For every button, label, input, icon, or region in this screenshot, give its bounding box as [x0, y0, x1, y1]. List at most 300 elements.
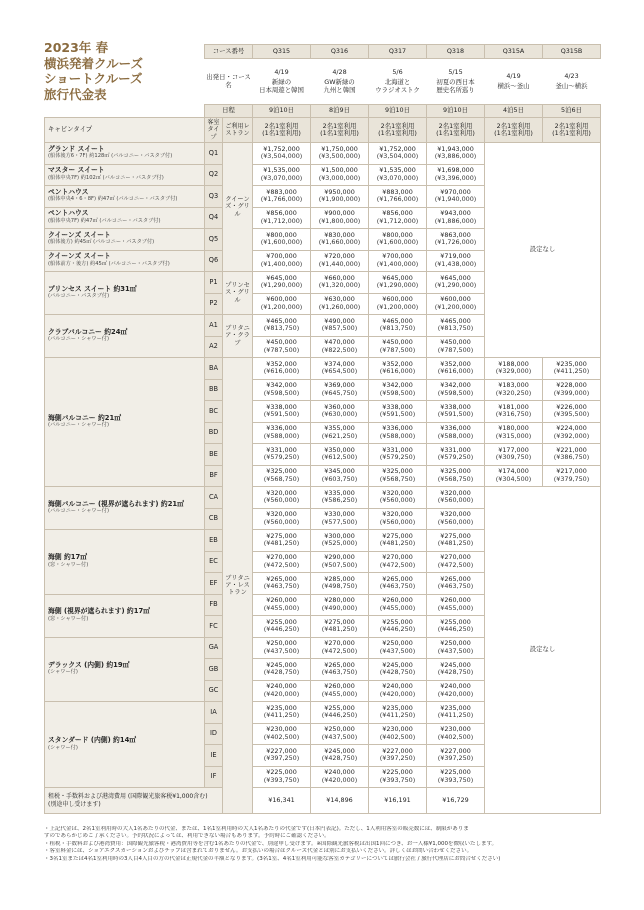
price-cell [311, 336, 369, 358]
price-single: (¥787,500) [263, 345, 300, 354]
price-cell [253, 766, 311, 788]
price-double: ¥325,000 [266, 467, 297, 476]
price-single: (¥560,000) [437, 517, 474, 526]
cell-line: (別途申し受けます) [48, 800, 101, 808]
price-single: (¥1,290,000) [376, 281, 419, 290]
cell-line: 2名1室利用 [380, 121, 415, 130]
price-double: ¥1,535,000 [263, 166, 300, 175]
price-cell [311, 444, 369, 466]
cabin-cell [45, 315, 205, 358]
room-code: EF [205, 573, 223, 595]
price-double: ¥325,000 [382, 467, 413, 476]
price-cell [253, 164, 311, 186]
cell-line: 北海道と [384, 78, 411, 87]
course-title [369, 79, 427, 94]
restaurant-label: ご利用レストラン [223, 118, 253, 143]
price-single: (¥379,750) [553, 474, 590, 483]
price-single: (¥402,500) [263, 732, 300, 741]
price-double: ¥856,000 [266, 209, 297, 218]
depart-label: 出発日・コース名 [206, 73, 251, 89]
price-cell [311, 508, 369, 530]
price-cell [311, 616, 369, 638]
price-cell [311, 723, 369, 745]
cabin-cell [45, 702, 205, 788]
price-double: ¥255,000 [440, 617, 471, 626]
price-double: ¥719,000 [440, 252, 471, 261]
price-double: ¥970,000 [440, 187, 471, 196]
cabin-note: (シャワー付) [48, 744, 78, 751]
price-cell [485, 358, 543, 380]
price-single: (¥1,438,000) [434, 259, 477, 268]
price-cell [253, 315, 311, 337]
price-single: (¥386,750) [553, 453, 590, 462]
header-row-course-name [45, 59, 601, 105]
misc-fee-value: ¥16,729 [427, 788, 485, 814]
room-code: BF [205, 465, 223, 487]
price-single: (¥813,750) [437, 324, 474, 333]
cabin-name: クイーンズ スイート [48, 252, 111, 261]
price-single: (¥437,500) [321, 732, 358, 741]
price-cell [311, 573, 369, 595]
price-single: (¥621,250) [321, 431, 358, 440]
price-single: (¥397,250) [263, 754, 300, 763]
price-cell [253, 401, 311, 423]
price-double: ¥224,000 [556, 424, 587, 433]
price-double: ¥320,000 [382, 510, 413, 519]
price-double: ¥360,000 [324, 402, 355, 411]
occupancy-label [369, 118, 427, 143]
price-single: (¥586,250) [321, 496, 358, 505]
footnote-line: ・3名1室または4名1室利用時の3人目4人目の方の代金は正規代金の半額となります。(3名1室、4名1室利用可能な客室カテゴリーについては旅行会社 / 旅行代理店にお問合せください) [44, 855, 501, 862]
price-cell [253, 250, 311, 272]
price-single: (¥481,250) [263, 539, 300, 548]
course-nights: 8泊9日 [311, 105, 369, 118]
price-cell [427, 594, 485, 616]
price-single: (¥560,000) [437, 496, 474, 505]
course-code: Q317 [369, 45, 427, 59]
price-single: (¥498,750) [321, 582, 358, 591]
price-single: (¥1,766,000) [260, 195, 303, 204]
course-title [543, 83, 601, 90]
price-single: (¥1,320,000) [318, 281, 361, 290]
course-title [253, 79, 311, 94]
price-double: ¥228,000 [556, 381, 587, 390]
price-cell [369, 164, 427, 186]
price-cell [311, 315, 369, 337]
price-double: ¥369,000 [324, 381, 355, 390]
price-double: ¥320,000 [266, 510, 297, 519]
cabin-note: (窓・シャワー付) [48, 615, 89, 622]
price-cell [253, 229, 311, 251]
price-single: (¥1,900,000) [318, 195, 361, 204]
cabin-note: (船体後方6・7F) 約128㎡ (バルコニー・バスタブ付) [48, 153, 173, 160]
price-cell [369, 637, 427, 659]
price-single: (¥395,500) [553, 410, 590, 419]
price-single: (¥463,750) [379, 582, 416, 591]
course-no-label: コース番号 [205, 45, 253, 59]
room-code: Q2 [205, 164, 223, 186]
footnotes [44, 826, 604, 863]
price-cell [427, 358, 485, 380]
price-cell [485, 379, 543, 401]
price-double: ¥250,000 [440, 639, 471, 648]
room-code: GB [205, 659, 223, 681]
price-single: (¥463,750) [263, 582, 300, 591]
price-cell [311, 745, 369, 767]
price-single: (¥568,750) [379, 474, 416, 483]
room-code: A2 [205, 336, 223, 358]
price-double: ¥260,000 [324, 682, 355, 691]
price-double: ¥270,000 [324, 639, 355, 648]
price-cell [485, 422, 543, 444]
price-double: ¥320,000 [440, 510, 471, 519]
misc-fees-label [45, 788, 253, 814]
price-cell [369, 723, 427, 745]
cabin-name: ペントハウス [48, 209, 89, 218]
price-single: (¥579,250) [437, 453, 474, 462]
price-double: ¥245,000 [440, 660, 471, 669]
price-single: (¥857,500) [321, 324, 358, 333]
price-single: (¥455,000) [263, 603, 300, 612]
price-single: (¥1,660,000) [318, 238, 361, 247]
price-cell [427, 766, 485, 788]
price-cell [311, 401, 369, 423]
price-double: ¥320,000 [266, 488, 297, 497]
room-code: IE [205, 745, 223, 767]
course-name [427, 59, 485, 105]
room-code: GA [205, 637, 223, 659]
price-double: ¥221,000 [556, 445, 587, 454]
price-cell [311, 229, 369, 251]
price-single: (¥579,250) [263, 453, 300, 462]
price-single: (¥3,886,000) [434, 152, 477, 161]
price-single: (¥616,000) [437, 367, 474, 376]
room-code: FB [205, 594, 223, 616]
price-cell [253, 680, 311, 702]
cabin-cell [45, 143, 205, 165]
price-double: ¥490,000 [324, 316, 355, 325]
price-cell [253, 422, 311, 444]
price-double: ¥275,000 [440, 531, 471, 540]
price-cell [253, 293, 311, 315]
price-cell [369, 508, 427, 530]
price-double: ¥331,000 [382, 445, 413, 454]
restaurant-cell: ブリタニア・レストラン [223, 358, 253, 814]
price-single: (¥1,440,000) [318, 259, 361, 268]
price-cell [485, 444, 543, 466]
price-single: (¥304,500) [495, 474, 532, 483]
price-single: (¥481,250) [379, 539, 416, 548]
cell-line: 日本周遊と韓国 [259, 85, 304, 94]
price-single: (¥316,750) [495, 410, 532, 419]
cabin-name: クラブバルコニー 約24㎡ [48, 327, 128, 336]
title-line: 旅行代金表 [44, 86, 107, 102]
price-single: (¥392,000) [553, 431, 590, 440]
price-single: (¥455,000) [321, 689, 358, 698]
misc-fee-value: ¥16,341 [253, 788, 311, 814]
price-single: (¥787,500) [379, 345, 416, 354]
price-single: (¥560,000) [263, 517, 300, 526]
course-nights: 9泊10日 [253, 105, 311, 118]
price-double: ¥900,000 [324, 209, 355, 218]
price-cell [253, 186, 311, 208]
price-single: (¥402,500) [379, 732, 416, 741]
price-cell [427, 702, 485, 724]
price-single: (¥1,400,000) [376, 259, 419, 268]
price-single: (¥1,600,000) [260, 238, 303, 247]
footnote-line: ・客室料金には、ショアエクスカーションおよびチップは含まれておりません。お支払いの場合はクルーズ代金とは別にお支払いください。詳しくはお問い合わせください。 [44, 848, 473, 855]
price-single: (¥393,750) [437, 775, 474, 784]
price-cell [543, 379, 601, 401]
occupancy-label [427, 118, 485, 143]
price-double: ¥235,000 [382, 703, 413, 712]
price-single: (¥560,000) [379, 517, 416, 526]
price-double: ¥350,000 [324, 445, 355, 454]
price-cell [369, 680, 427, 702]
title-line: 2023年 春 [44, 40, 109, 55]
price-double: ¥227,000 [440, 746, 471, 755]
price-cell [369, 745, 427, 767]
cabin-cell [45, 229, 205, 251]
price-double: ¥217,000 [556, 467, 587, 476]
price-single: (¥525,000) [321, 539, 358, 548]
price-double: ¥245,000 [382, 660, 413, 669]
fare-table [44, 44, 601, 814]
price-single: (¥588,000) [263, 431, 300, 440]
price-cell [427, 465, 485, 487]
price-single: (¥420,000) [437, 689, 474, 698]
course-name [369, 59, 427, 105]
price-cell [543, 444, 601, 466]
price-cell [253, 207, 311, 229]
price-cell [253, 637, 311, 659]
price-double: ¥260,000 [382, 596, 413, 605]
price-double: ¥336,000 [382, 424, 413, 433]
price-double: ¥950,000 [324, 187, 355, 196]
footnote-line: ・上記代金は、2名1室利用時の大人1名あたりの代金、または、1名1室利用時の大人1名あたりの代金です(日本円表記)。ただし、1人利用客室の販売数には、制限がありま [44, 826, 469, 832]
price-single: (¥393,750) [379, 775, 416, 784]
price-single: (¥411,250) [263, 711, 300, 720]
price-cell [369, 315, 427, 337]
price-cell [253, 723, 311, 745]
price-double: ¥181,000 [498, 402, 529, 411]
price-double: ¥1,500,000 [321, 166, 358, 175]
price-single: (¥472,500) [379, 560, 416, 569]
price-single: (¥481,250) [321, 625, 358, 634]
price-single: (¥3,000,000) [318, 173, 361, 182]
price-single: (¥3,504,000) [376, 152, 419, 161]
occupancy-label [253, 118, 311, 143]
price-single: (¥1,712,000) [376, 216, 419, 225]
price-cell [311, 379, 369, 401]
cell-line: 租税・手数料および港湾費用 (国際観光旅客税¥1,000含む) [48, 793, 208, 801]
price-double: ¥255,000 [266, 617, 297, 626]
price-cell [427, 186, 485, 208]
room-type-label: 客室タイプ [205, 118, 223, 143]
price-single: (¥568,750) [263, 474, 300, 483]
price-cell [427, 422, 485, 444]
price-cell [311, 186, 369, 208]
price-double: ¥465,000 [382, 316, 413, 325]
price-double: ¥1,752,000 [263, 144, 300, 153]
cabin-cell [45, 637, 205, 702]
price-single: (¥3,070,000) [376, 173, 419, 182]
price-cell [369, 422, 427, 444]
price-double: ¥645,000 [382, 273, 413, 282]
room-code: EC [205, 551, 223, 573]
cabin-name: マスター スイート [48, 166, 105, 175]
price-cell [427, 143, 485, 165]
cabin-name: ペントハウス [48, 187, 89, 196]
price-double: ¥342,000 [266, 381, 297, 390]
price-single: (¥1,766,000) [376, 195, 419, 204]
price-single: (¥420,000) [263, 689, 300, 698]
course-name [543, 59, 601, 105]
room-code: BB [205, 379, 223, 401]
cell-line: 2名1室利用 [554, 121, 589, 130]
price-single: (¥455,000) [379, 603, 416, 612]
price-double: ¥260,000 [440, 596, 471, 605]
price-double: ¥300,000 [324, 531, 355, 540]
room-code: GC [205, 680, 223, 702]
price-single: (¥3,396,000) [434, 173, 477, 182]
price-single: (¥472,500) [263, 560, 300, 569]
price-cell [369, 293, 427, 315]
header-row-course-code [45, 45, 601, 59]
price-double: ¥225,000 [382, 768, 413, 777]
price-cell [427, 379, 485, 401]
price-double: ¥275,000 [266, 531, 297, 540]
price-cell [543, 401, 601, 423]
room-code: IA [205, 702, 223, 724]
price-cell [311, 702, 369, 724]
course-nights: 9泊10日 [427, 105, 485, 118]
price-cell [253, 616, 311, 638]
price-cell [369, 186, 427, 208]
price-single: (¥603,750) [321, 474, 358, 483]
cell-line: 横浜～釜山 [497, 82, 530, 90]
not-available-cell: 設定なし [485, 143, 601, 358]
header-row-nights [45, 105, 601, 118]
price-double: ¥342,000 [382, 381, 413, 390]
price-double: ¥352,000 [382, 359, 413, 368]
course-code: Q316 [311, 45, 369, 59]
price-single: (¥1,886,000) [434, 216, 477, 225]
price-cell [253, 573, 311, 595]
price-single: (¥813,750) [263, 324, 300, 333]
cabin-name: デラックス (内側) 約19㎡ [48, 660, 130, 669]
price-single: (¥645,750) [321, 388, 358, 397]
price-double: ¥275,000 [382, 531, 413, 540]
price-double: ¥600,000 [382, 295, 413, 304]
cabin-note: (窓・シャワー付) [48, 561, 89, 568]
price-double: ¥250,000 [382, 639, 413, 648]
price-cell [369, 358, 427, 380]
cell-line: (1名1室利用) [262, 129, 301, 137]
cell-line: 歴史名所巡り [436, 85, 475, 94]
price-cell [311, 250, 369, 272]
price-double: ¥255,000 [324, 703, 355, 712]
cabin-name: 海側 約17㎡ [48, 553, 88, 562]
price-double: ¥230,000 [382, 725, 413, 734]
price-single: (¥446,250) [321, 711, 358, 720]
cabin-name: プリンセス スイート 約31㎡ [48, 284, 137, 293]
cabin-note: (バルコニー・シャワー付) [48, 508, 110, 514]
room-code: Q4 [205, 207, 223, 229]
cabin-note: (バルコニー・シャワー付) [48, 422, 110, 428]
price-cell [369, 551, 427, 573]
price-cell [253, 379, 311, 401]
price-single: (¥411,250) [379, 711, 416, 720]
cabin-name: 海側 (視界が遮られます) 約17㎡ [48, 607, 150, 616]
price-double: ¥1,752,000 [379, 144, 416, 153]
price-double: ¥265,000 [266, 574, 297, 583]
cabin-note: (船体後方) 約45㎡ (バルコニー・バスタブ付) [48, 239, 155, 246]
cell-line: (1名1室利用) [320, 129, 359, 137]
price-double: ¥470,000 [324, 338, 355, 347]
price-cell [311, 637, 369, 659]
price-double: ¥227,000 [382, 746, 413, 755]
price-single: (¥446,250) [437, 625, 474, 634]
price-double: ¥600,000 [266, 295, 297, 304]
price-cell [253, 508, 311, 530]
price-double: ¥800,000 [266, 230, 297, 239]
price-single: (¥437,500) [263, 646, 300, 655]
course-title [485, 83, 543, 90]
course-code: Q315A [485, 45, 543, 59]
price-double: ¥250,000 [266, 639, 297, 648]
price-cell [311, 422, 369, 444]
price-single: (¥420,000) [379, 689, 416, 698]
course-nights: 9泊10日 [369, 105, 427, 118]
price-double: ¥180,000 [498, 424, 529, 433]
price-single: (¥616,000) [263, 367, 300, 376]
price-double: ¥320,000 [440, 488, 471, 497]
cabin-note: (船体中央4・6・8F) 約47㎡ (バルコニー・バスタブ付) [48, 196, 178, 203]
price-cell [427, 315, 485, 337]
price-cell [427, 530, 485, 552]
course-title [427, 79, 485, 94]
price-cell [543, 465, 601, 487]
price-single: (¥481,250) [437, 539, 474, 548]
price-cell [253, 551, 311, 573]
price-double: ¥645,000 [440, 273, 471, 282]
course-nights: 5泊6日 [543, 105, 601, 118]
price-double: ¥280,000 [324, 596, 355, 605]
price-row [45, 358, 601, 380]
price-double: ¥227,000 [266, 746, 297, 755]
price-cell [311, 358, 369, 380]
footnote-line: すのであらかじめご了承ください。予約状況によっては、利用できない場合もあります。予約時にご確認ください。 [44, 833, 330, 840]
price-cell [427, 573, 485, 595]
room-code: BD [205, 422, 223, 444]
price-double: ¥352,000 [266, 359, 297, 368]
price-cell [253, 358, 311, 380]
price-single: (¥822,500) [321, 345, 358, 354]
cell-line: ウラジオストク [375, 85, 420, 94]
price-single: (¥616,000) [379, 367, 416, 376]
price-double: ¥338,000 [440, 402, 471, 411]
course-code: Q318 [427, 45, 485, 59]
occupancy-label [485, 118, 543, 143]
cell-line: 九州と韓国 [323, 85, 356, 94]
price-cell [485, 465, 543, 487]
price-cell [253, 465, 311, 487]
cabin-cell [45, 272, 205, 315]
cabin-cell [45, 250, 205, 272]
cabin-name: クイーンズ スイート [48, 230, 111, 239]
price-double: ¥336,000 [266, 424, 297, 433]
